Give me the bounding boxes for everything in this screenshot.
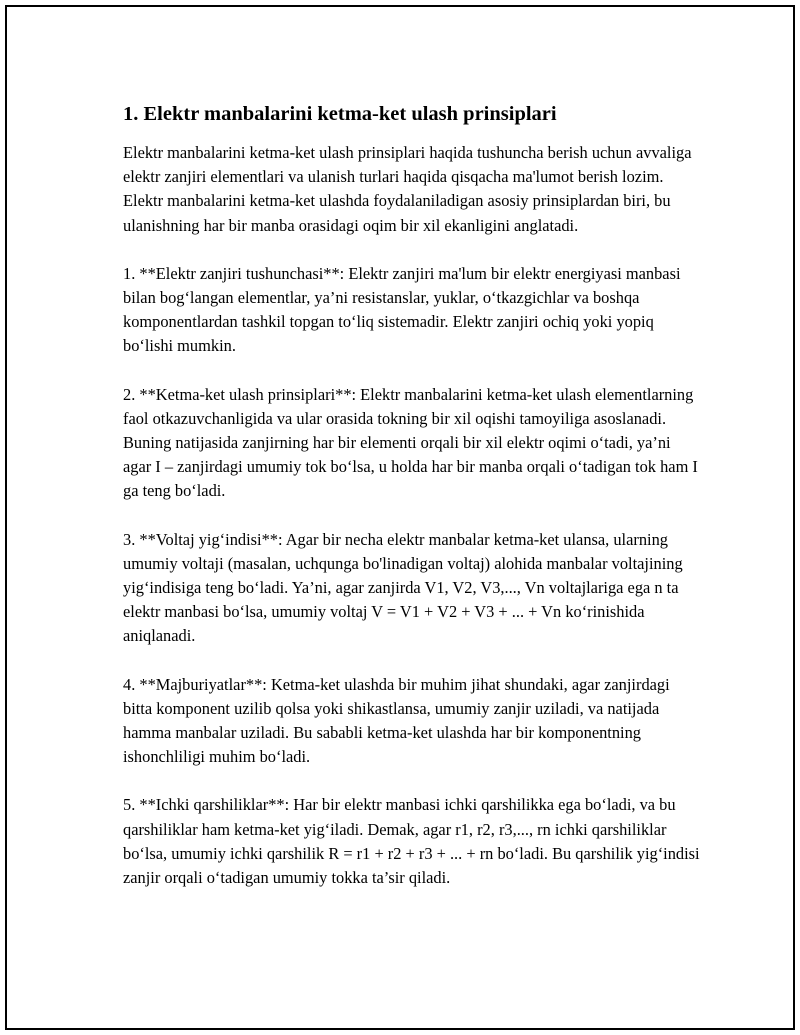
- document-body: [123, 101, 701, 914]
- paragraph-internal-resistance: 5. **Ichki qarshiliklar**: Har bir elektr manbasi ichki qarshilikka ega bo‘ladi, va bu qarshiliklar ham ketma-ket yig‘iladi. Demak, agar r1, r2, r3,..., rn ichki qarshiliklar bo‘lsa, umumiy ichki qarshilik R = r1 + r2 + r3 + ... + rn bo‘ladi. Bu qarshilik yig‘indisi zanjir orqali o‘tadigan umumiy tokka ta’sir qiladi.: [123, 795, 700, 888]
- intro-paragraph: Elektr manbalarini ketma-ket ulash prinsiplari haqida tushuncha berish uchun avvaliga elektr zanjiri elementlari va ulanish turlari haqida qisqacha ma'lumot berish lozim. Elektr manbalarini ketma-ket ulashda foydalaniladigan asosiy prinsiplardan biri, bu ulanishning har bir manba orasidagi oqim bir xil ekanligini anglatadi.: [123, 143, 692, 235]
- paragraph-series-principles: 2. **Ketma-ket ulash prinsiplari**: Elektr manbalarini ketma-ket ulash elementlarning faol otkazuvchanligida va ular orasida tokning bir xil oqishi tamoyiliga asoslanadi. Buning natijasida zanjirning har bir elementi orqali bir xil elektr oqimi o‘tadi, ya’ni agar I – zanjirdagi umumiy tok bo‘lsa, u holda har bir manba orqali o‘tadigan tok ham I ga teng bo‘ladi.: [123, 384, 698, 501]
- paragraph-obligations: 4. **Majburiyatlar**: Ketma-ket ulashda bir muhim jihat shundaki, agar zanjirdagi bitta komponent uzilib qolsa yoki shikastlansa, umumiy zanjir uziladi, va natijada hamma manbalar uziladi. Bu sababli ketma-ket ulashda har bir komponentning ishonchliligi muhim bo‘ladi.: [123, 674, 670, 767]
- paragraph-voltage-sum: 3. **Voltaj yig‘indisi**: Agar bir necha elektr manbalar ketma-ket ulansa, ularning umumiy voltaji (masalan, uchqunga bo'linadigan voltaj) alohida manbalar voltajining yig‘indisiga teng bo‘ladi. Ya’ni, agar zanjirda V1, V2, V3,..., Vn voltajlariga ega n ta elektr manbasi bo‘lsa, umumiy voltaj V = V1 + V2 + V3 + ... + Vn ko‘rinishida aniqlanadi.: [123, 529, 683, 646]
- page-frame: [5, 5, 795, 1030]
- document-title: 1. Elektr manbalarini ketma-ket ulash prinsiplari: [123, 103, 557, 125]
- paragraph-electric-circuit: 1. **Elektr zanjiri tushunchasi**: Elektr zanjiri ma'lum bir elektr energiyasi manbasi bilan bog‘langan elementlar, ya’ni resistanslar, yuklar, o‘tkazgichlar va boshqa komponentlardan tashkil topgan to‘liq sistemadir. Elektr zanjiri ochiq yoki yopiq bo‘lishi mumkin.: [123, 263, 681, 356]
